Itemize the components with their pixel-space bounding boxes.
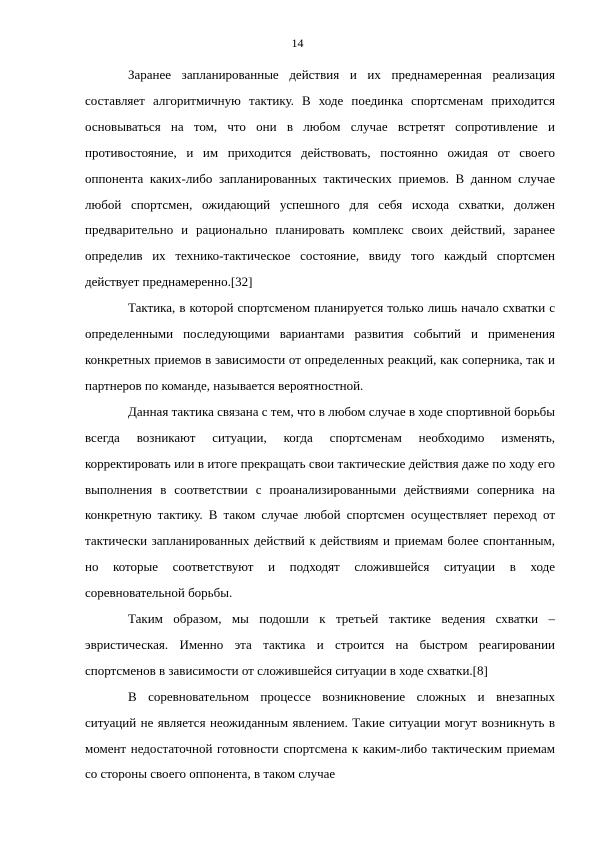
paragraph-sudden-situations: В соревновательном процессе возникновение сложных и внезапных ситуаций не является неожиданным явлением. Такие ситуации могут возникнуть в момент недостаточной готовности спортсмена к каким-либо тактическим приемам со стороны своего оппонента, в таком случае: [85, 688, 555, 782]
page-number: 14: [291, 36, 304, 50]
paragraph-tactic-adjustment: Данная тактика связана с тем, что в любом случае в ходе спортивной борьбы всегда возникают ситуации, когда спортсменам необходимо изменять, корректировать или в итоге прекращать свои тактические действия даже по ходу его выполнения в соответствии с проанализированными действиями соперника на конкретную тактику. В таком случае любой спортсмен осуществляет переход от тактически запланированных действий к действиям и приемам более спонтанным, но которые соответствуют и подходят сложившейся ситуации в ходе соревновательной борьбы.: [85, 403, 555, 601]
paragraph-probabilistic-tactic: Тактика, в которой спортсменом планируется только лишь начало схватки с определенными последующими вариантами развития событий и применения конкретных приемов в зависимости от определенных реакций, как соперника, так и партнеров по команде, называется вероятностной.: [85, 300, 555, 393]
paragraph-heuristic-tactic: Таким образом, мы подошли к третьей тактике ведения схватки – эвристическая. Именно эта тактика и строится на быстром реагировании спортсменов в зависимости от сложившейся ситуации в ходе схватки.[8]: [85, 611, 555, 678]
paragraph-algorithmic-tactic: Заранее запланированные действия и их преднамеренная реализация составляет алгоритмичную тактику. В ходе поединка спортсменам приходится основываться на том, что они в любом случае встретят сопротивление и противостояние, и им приходится действовать, постоянно ожидая от своего оппонента каких-либо запланированных тактических приемов. В данном случае любой спортсмен, ожидающий успешного для себя исхода схватки, должен предварительно и рационально планировать комплекс своих действий, заранее определив их технико-тактическое состояние, ввиду того каждый спортсмен действует преднамеренно.[32]: [85, 67, 555, 290]
document-body: [85, 62, 555, 787]
